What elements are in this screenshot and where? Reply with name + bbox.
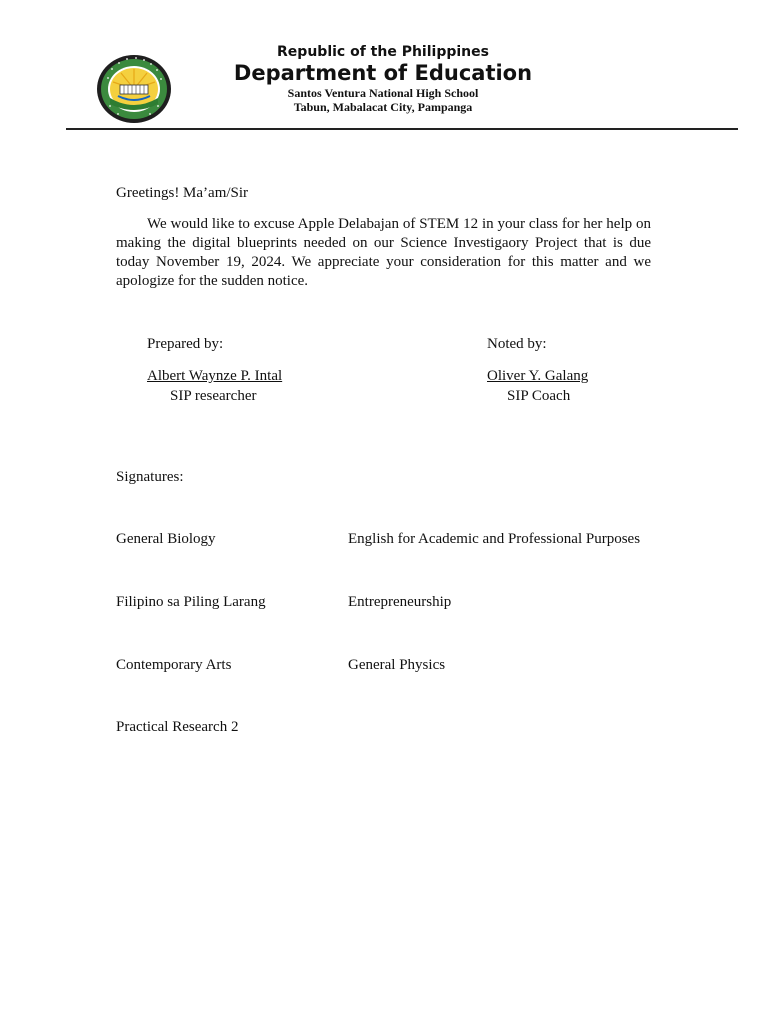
signatures-label: Signatures: [116, 469, 184, 485]
subject-practical-research-2: Practical Research 2 [116, 719, 239, 735]
header-republic: Republic of the Philippines [277, 44, 489, 60]
prepared-by-name: Albert Waynze P. Intal [147, 368, 283, 384]
header-divider [66, 128, 738, 130]
prepared-by-role: SIP researcher [170, 388, 257, 404]
header-department: Department of Education [233, 61, 533, 85]
subject-entrepreneurship: Entrepreneurship [348, 594, 452, 610]
noted-by-label: Noted by: [487, 336, 547, 352]
noted-by-name: Oliver Y. Galang [487, 368, 589, 384]
subject-contemporary-arts: Contemporary Arts [116, 657, 232, 673]
noted-by-role: SIP Coach [507, 388, 571, 404]
letter-body: We would like to excuse Apple Delabajan of STEM 12 in your class for her help on making the digital blueprints needed on our Science Investigaory Project that is due today November 19, 2024. We appreciate your consideration for this matter and we apologize for the sudden notice. [116, 216, 651, 289]
subject-filipino: Filipino sa Piling Larang [116, 594, 266, 610]
header-school-name: Santos Ventura National High School [287, 86, 479, 100]
prepared-by-label: Prepared by: [147, 336, 224, 352]
greeting: Greetings! Ma’am/Sir [116, 185, 249, 201]
subject-eapp: English for Academic and Professional Purposes [348, 531, 641, 547]
subject-general-biology: General Biology [116, 531, 216, 547]
subject-general-physics: General Physics [348, 657, 446, 673]
header-school-address: Tabun, Mabalacat City, Pampanga [293, 100, 473, 114]
